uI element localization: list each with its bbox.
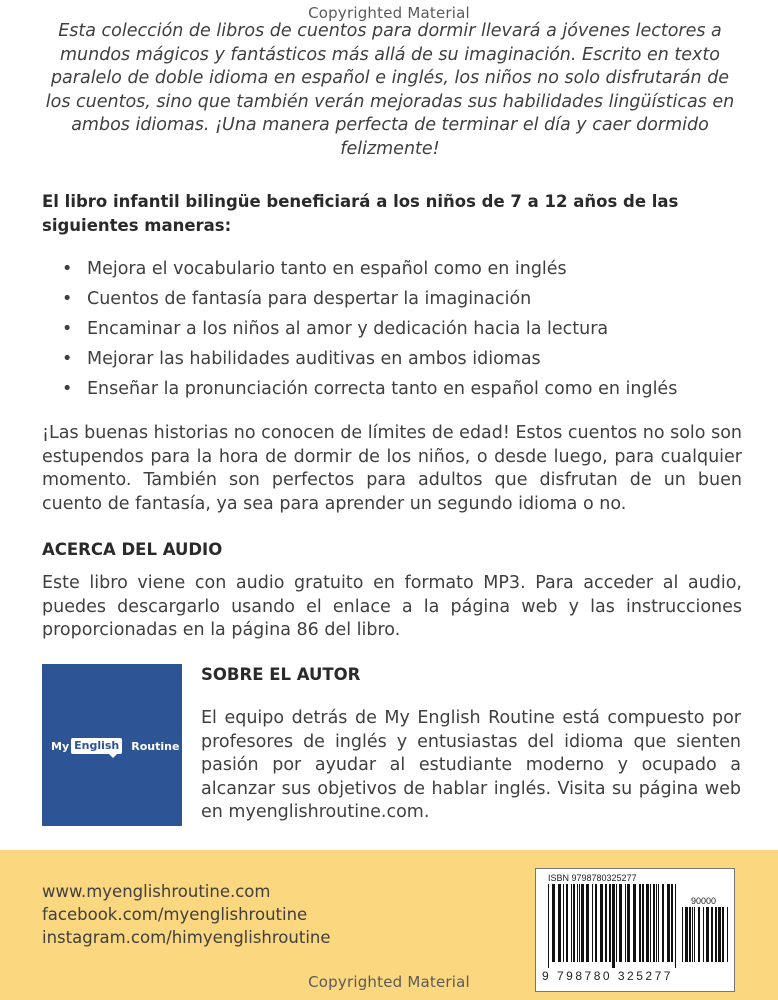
barcode-bar bbox=[605, 884, 607, 962]
copyright-watermark-bottom: Copyrighted Material bbox=[308, 973, 470, 991]
barcode-bar bbox=[573, 884, 575, 962]
logo-chip: English bbox=[71, 738, 122, 754]
barcode-bar bbox=[692, 907, 693, 962]
barcode-bar bbox=[616, 884, 617, 962]
barcode-bar bbox=[653, 884, 655, 962]
instagram-link[interactable]: instagram.com/himyenglishroutine bbox=[42, 928, 331, 947]
barcode-bar bbox=[685, 907, 688, 962]
audio-heading: ACERCA DEL AUDIO bbox=[42, 540, 223, 559]
barcode-bar bbox=[548, 884, 549, 968]
barcode-bar bbox=[656, 884, 657, 962]
website-link[interactable]: www.myenglishroutine.com bbox=[42, 882, 271, 901]
barcode-bar bbox=[552, 884, 555, 962]
list-item: • Mejora el vocabulario tanto en español como en inglés bbox=[62, 254, 742, 284]
bullet-icon: • bbox=[62, 259, 73, 279]
barcode-bar bbox=[612, 884, 615, 968]
barcode-bar bbox=[625, 884, 626, 962]
bullet-icon: • bbox=[62, 379, 73, 399]
barcode-bar bbox=[639, 884, 641, 962]
barcode-bars-icon bbox=[548, 884, 676, 968]
barcode-bar bbox=[682, 907, 683, 962]
copyright-watermark-top: Copyrighted Material bbox=[308, 4, 470, 22]
benefits-list bbox=[62, 254, 742, 404]
benefits-lead: El libro infantil bilingüe beneficiará a los niños de 7 a 12 años de las siguientes maneras: bbox=[42, 192, 679, 235]
barcode-bar bbox=[619, 884, 622, 962]
barcode-bar bbox=[627, 884, 630, 962]
barcode-bar bbox=[558, 884, 561, 962]
barcode-bar bbox=[715, 907, 717, 962]
barcode-bar bbox=[722, 907, 724, 962]
stories-paragraph: ¡Las buenas historias no conocen de límites de edad! Estos cuentos no solo son estupendos para la hora de dormir de los niños, o desde luego, para cualquier momento. También son perfectos para adultos que disfrutan de un buen cuento de fantasía, ya sea para aprender un segundo idioma o no. bbox=[42, 423, 742, 514]
barcode-bar bbox=[667, 884, 670, 962]
intro-paragraph: Esta colección de libros de cuentos para dormir llevará a jóvenes lectores a mundos mágicos y fantásticos más allá de su imaginación. Escrito en texto paralelo de doble idioma en español e inglés, los niños no solo disfrutarán de los cuentos, sino que también verán mejoradas sus habilidades lingüísticas en ambos idiomas. ¡Una manera perfecta de terminar el día y caer dormido felizmente! bbox=[45, 21, 735, 159]
ean-digits: 9 798780 325277 bbox=[542, 969, 673, 983]
facebook-link[interactable]: facebook.com/myenglishroutine bbox=[42, 905, 308, 924]
author-heading: SOBRE EL AUTOR bbox=[201, 665, 361, 684]
list-item: • Enseñar la pronunciación correcta tanto en español como en inglés bbox=[62, 374, 742, 404]
barcode-bar bbox=[566, 884, 568, 962]
isbn-label: ISBN 9798780325277 bbox=[548, 873, 637, 883]
barcode-bar bbox=[711, 907, 713, 962]
barcode-bar bbox=[646, 884, 649, 962]
bullet-icon: • bbox=[62, 349, 73, 369]
bullet-icon: • bbox=[62, 289, 73, 309]
audio-paragraph: Este libro viene con audio gratuito en formato MP3. Para acceder al audio, puedes descargarlo usando el enlace a la página web y las instrucciones proporcionadas en la página 86 del libro. bbox=[42, 573, 742, 640]
barcode-bar bbox=[586, 884, 589, 962]
author-paragraph: El equipo detrás de My English Routine está compuesto por profesores de inglés y entusiastas del idioma que sienten pasión por ayudar al estudiante moderno y ocupado a alcanzar sus objetivos de hablar inglés. Visita su página web en myenglishroutine.com. bbox=[201, 708, 741, 822]
barcode-bar bbox=[671, 884, 673, 962]
logo-wordmark: My English Routine bbox=[51, 737, 175, 755]
barcode-bar bbox=[577, 884, 578, 962]
barcode-bar bbox=[563, 884, 564, 962]
barcode-bar bbox=[633, 884, 636, 962]
barcode-bar bbox=[571, 884, 572, 962]
barcode-bar bbox=[727, 907, 728, 962]
barcode-addon-number: 90000 bbox=[691, 896, 717, 906]
barcode-bar bbox=[662, 884, 664, 962]
barcode-bar bbox=[609, 884, 611, 962]
list-item: • Cuentos de fantasía para despertar la imaginación bbox=[62, 284, 742, 314]
list-item: • Encaminar a los niños al amor y dedicación hacia la lectura bbox=[62, 314, 742, 344]
bullet-icon: • bbox=[62, 319, 73, 339]
barcode-bar bbox=[703, 907, 704, 962]
barcode-bar bbox=[592, 884, 593, 962]
barcode-bar bbox=[689, 907, 691, 962]
barcode-bar bbox=[694, 907, 695, 962]
barcode-bar bbox=[706, 907, 709, 962]
barcode-bar bbox=[675, 884, 676, 968]
contact-links bbox=[42, 880, 331, 949]
barcode-bar bbox=[658, 884, 659, 962]
speech-bubble-icon bbox=[108, 753, 118, 758]
barcode-addon-bars-icon bbox=[682, 907, 730, 968]
list-item: • Mejorar las habilidades auditivas en ambos idiomas bbox=[62, 344, 742, 374]
barcode-bar bbox=[600, 884, 603, 962]
barcode-bar bbox=[642, 884, 644, 962]
barcode-bar bbox=[650, 884, 651, 962]
barcode-bar bbox=[698, 907, 700, 962]
publisher-logo bbox=[42, 664, 182, 826]
barcode-bar bbox=[579, 884, 580, 962]
barcode-bar bbox=[718, 907, 721, 962]
barcode-bar bbox=[581, 884, 584, 962]
barcode-bar bbox=[595, 884, 597, 962]
